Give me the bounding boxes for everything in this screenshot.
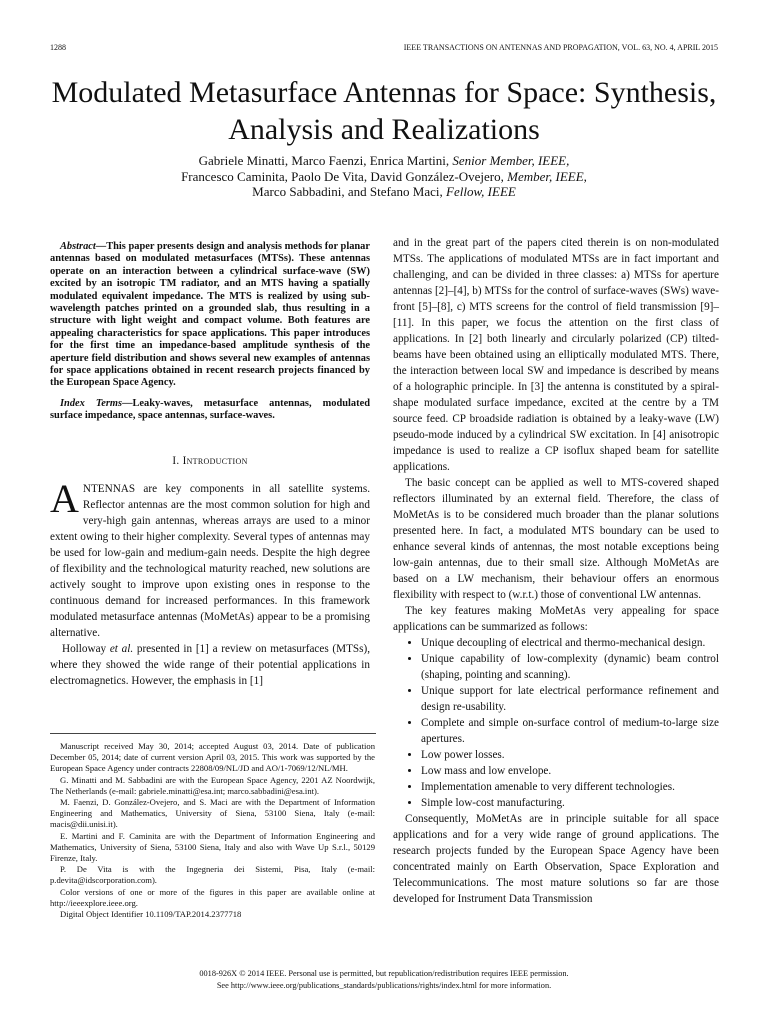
list-item: • Simple low-cost manufacturing. [421, 795, 719, 811]
list-item: • Unique support for late electrical performance refinement and design re-usability. [421, 683, 719, 715]
abstract: Abstract—This paper presents design and analysis methods for planar antennas based on modulated metasurfaces (MTSs). These antennas operate on an interaction between a cylindrical surface-wave (SW) excited by an isotropic TM radiator, and an MTS having a spatially modulated equivalent impedance. The MTS is realized by using sub-wavelength patches printed on a grounded slab, thus resulting in a structure with light weight and compact volume. Both features are appealing characteristics for space applications. This paper introduces for the first time an impedance-based amplitude synthesis of the aperture field distribution and shows several new examples of antennas for space applications obtained in recent research projects financed by the European Space Agency. [50, 241, 370, 389]
list-item: • Unique capability of low-complexity (dynamic) beam control (shaping, pointing and scanning). [421, 651, 719, 683]
intro-paragraph-2: Holloway et al. presented in [1] a review on metasurfaces (MTSs), where they showed the wide range of their potential applications in electromagnetics. However, the emphasis in [1] [50, 642, 371, 687]
footnote-rule [50, 733, 376, 734]
footnote: Manuscript received May 30, 2014; accepted August 03, 2014. Date of publication December 05, 2014; date of current version April 03, 2015. This work was supported by the European Space Agency under contracts 22808/09/NL/JD and AO/1-7069/12/NL/MH. [50, 741, 375, 774]
list-item: • Complete and simple on-surface control of medium-to-large size apertures. [421, 715, 719, 747]
body-paragraph: The basic concept can be applied as well to MTS-covered shaped reflectors illuminated by an external field. Therefore, the class of MoMetAs is to be considered much broader than the planar solutions presented here. In fact, a modulated MTS boundary can be used to enhance several kinds of antennas, the most notable exceptions being low-gain antennas, due to their small size. Although MoMetAs are based on a LW mechanism, their behaviour offers an enormous flexibility with respect to (w.r.t.) those of conventional LW antennas. [393, 477, 719, 601]
author-line-2: Francesco Caminita, Paolo De Vita, David González-Ovejero, Member, IEEE, [181, 168, 587, 184]
section-heading: I. Introduction [172, 454, 248, 467]
author-line-1: Gabriele Minatti, Marco Faenzi, Enrica Martini, Senior Member, IEEE, [198, 153, 570, 168]
page-number: 1288 [50, 43, 66, 52]
copyright-line: 0018-926X © 2014 IEEE. Personal use is permitted, but republication/redistribution requires IEEE permission. [199, 969, 569, 978]
running-header [50, 43, 718, 52]
footnotes [50, 741, 375, 920]
list-item: • Unique decoupling of electrical and thermo-mechanical design. [421, 635, 719, 651]
intro-paragraph-1: ANTENNAS are key components in all satellite systems. Reflector antennas are the most common solution for high and very-high gain antennas, whereas arrays are used to a minor extent owing to their higher complexity. Several types of antennas may be used for low-gain and medium-gain needs. Despite the high degree of flexibility and the technological maturity reached, new solutions are actively sought to improve upon existing ones in response to the continuous demand for increased performances. In this framework modulated metasurface antennas (MoMetAs) appear to be a promising alternative. [50, 475, 370, 639]
footnote: M. Faenzi, D. González-Ovejero, and S. Maci are with the Department of Information Engineering and Mathematics, University of Siena, 53100 Siena, Italy (e-mail: macis@dii.unisi.it). [50, 797, 375, 830]
body-paragraph: and in the great part of the papers cited therein is on non-modulated MTSs. The applications of modulated MTSs are in fact important and challenging, and can be divided in three classes: a) MTSs for aperture antennas [2]–[4], b) MTSs for the control of surface-waves (SWs) wave-front [5]–[8], c) MTS screens for the control of field transmission [9]–[11]. In this paper, we focus the attention on the first class of applications. In [2] both linearly and circularly polarized (CP) tilted-beams have been obtained using an elliptically modulated MTS. There, the interaction between local SW and impedance is described by means of a holographic principle. In [3] the antenna is constituted by a spiral-shape modulated surface impedance, excited at the centre by a TM source feed. CP broadside radiation is obtained by a leaky-wave (LW) pseudo-mode induced by a cylindrical SW excitation. In [4] anisotropic impedance is used to realize a CP isoflux shaped beam for satellite applications. [393, 237, 719, 473]
author-line-3: Marco Sabbadini, and Stefano Maci, Fellow, IEEE [252, 184, 516, 199]
copyright-footer [40, 968, 728, 991]
body-paragraph: The key features making MoMetAs very appealing for space applications can be summarized as follows: [393, 605, 719, 633]
body-paragraph: Consequently, MoMetAs are in principle suitable for all space applications and for a very wide range of ground applications. The research projects funded by the European Space Agency have been concentrated mainly on Earth Observation, Space Exploration and Telecommunications. The most mature solutions so far are those developed for Instrument Data Transmission [393, 813, 719, 905]
list-item: • Implementation amenable to very different technologies. [421, 779, 719, 795]
journal-name: IEEE TRANSACTIONS ON ANTENNAS AND PROPAGATION, VOL. 63, NO. 4, APRIL 2015 [403, 43, 718, 52]
footnote: P. De Vita is with the Ingegneria dei Sistemi, Pisa, Italy (e-mail: p.devita@idscorporation.com). [50, 864, 375, 886]
list-item: • Low power losses. [421, 747, 719, 763]
list-item: • Low mass and low envelope. [421, 763, 719, 779]
left-column [50, 241, 370, 689]
footnote: Color versions of one or more of the figures in this paper are available online at http://ieeexplore.ieee.org. [50, 886, 375, 908]
paper-title: Modulated Metasurface Antennas for Space: Synthesis, Analysis and Realizations [51, 76, 717, 146]
doi: Digital Object Identifier 10.1109/TAP.2014.2377718 [60, 909, 242, 920]
rights-link-line: See http://www.ieee.org/publications_standards/publications/rights/index.html for more information. [216, 980, 552, 990]
feature-list [393, 635, 719, 811]
author-list [60, 153, 708, 200]
index-terms: Index Terms—Leaky-waves, metasurface antennas, modulated surface impedance, space antennas, surface-waves. [50, 397, 370, 422]
footnote: E. Martini and F. Caminita are with the Department of Information Engineering and Mathematics, University of Siena, 53100 Siena, Italy and also with Wave Up S.r.l., 50129 Firenze, Italy. [50, 830, 375, 864]
footnote: G. Minatti and M. Sabbadini are with the European Space Agency, 2201 AZ Noordwijk, The Netherlands (e-mail: gabriele.minatti@esa.int; marco.sabbadini@esa.int). [50, 774, 375, 796]
right-column [393, 235, 719, 907]
